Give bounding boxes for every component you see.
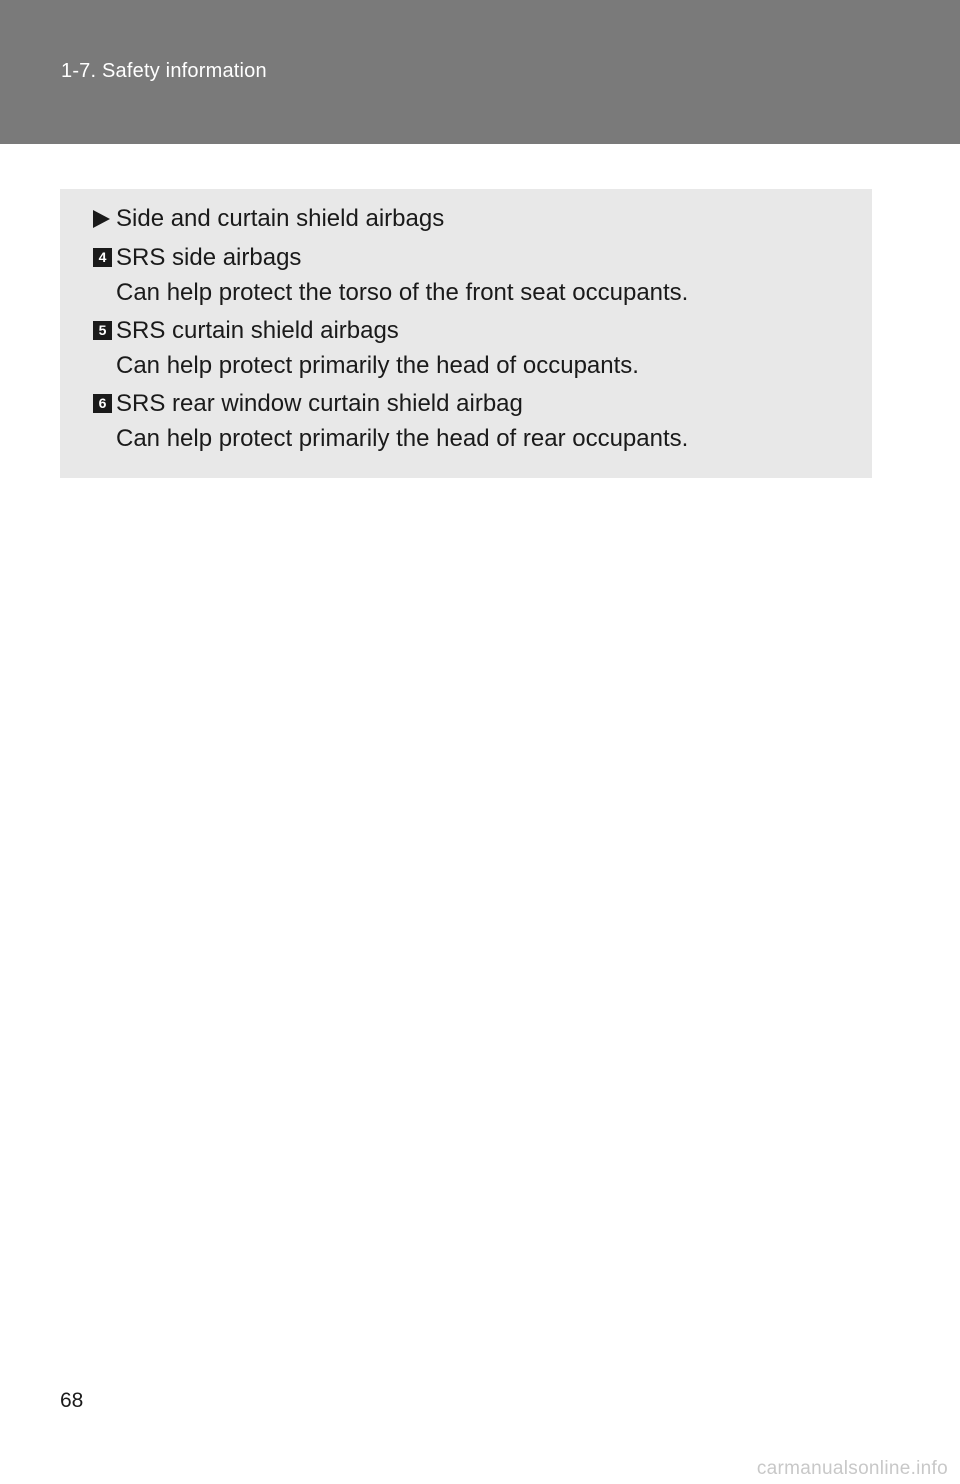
header-bar [0, 0, 960, 144]
item-description: Can help protect primarily the head of occupants. [116, 352, 639, 379]
page-number: 68 [60, 1389, 84, 1412]
list-item [93, 313, 639, 383]
section-title: 1-7. Safety information [61, 60, 267, 82]
box-heading-text: Side and curtain shield airbags [116, 205, 445, 232]
box-heading [93, 203, 444, 235]
list-item [93, 386, 688, 456]
item-title: SRS curtain shield airbags [116, 317, 399, 344]
item-description: Can help protect the torso of the front seat occupants. [116, 279, 689, 306]
item-description: Can help protect primarily the head of rear occupants. [116, 425, 689, 452]
list-item [93, 240, 688, 310]
number-badge-icon: 5 [93, 321, 112, 340]
watermark: carmanualsonline.info [756, 1458, 948, 1479]
item-title: SRS rear window curtain shield airbag [116, 390, 523, 417]
number-badge-icon: 4 [93, 248, 112, 267]
number-badge-icon: 6 [93, 394, 112, 413]
item-title: SRS side airbags [116, 244, 302, 271]
triangle-bullet-icon [93, 210, 110, 228]
